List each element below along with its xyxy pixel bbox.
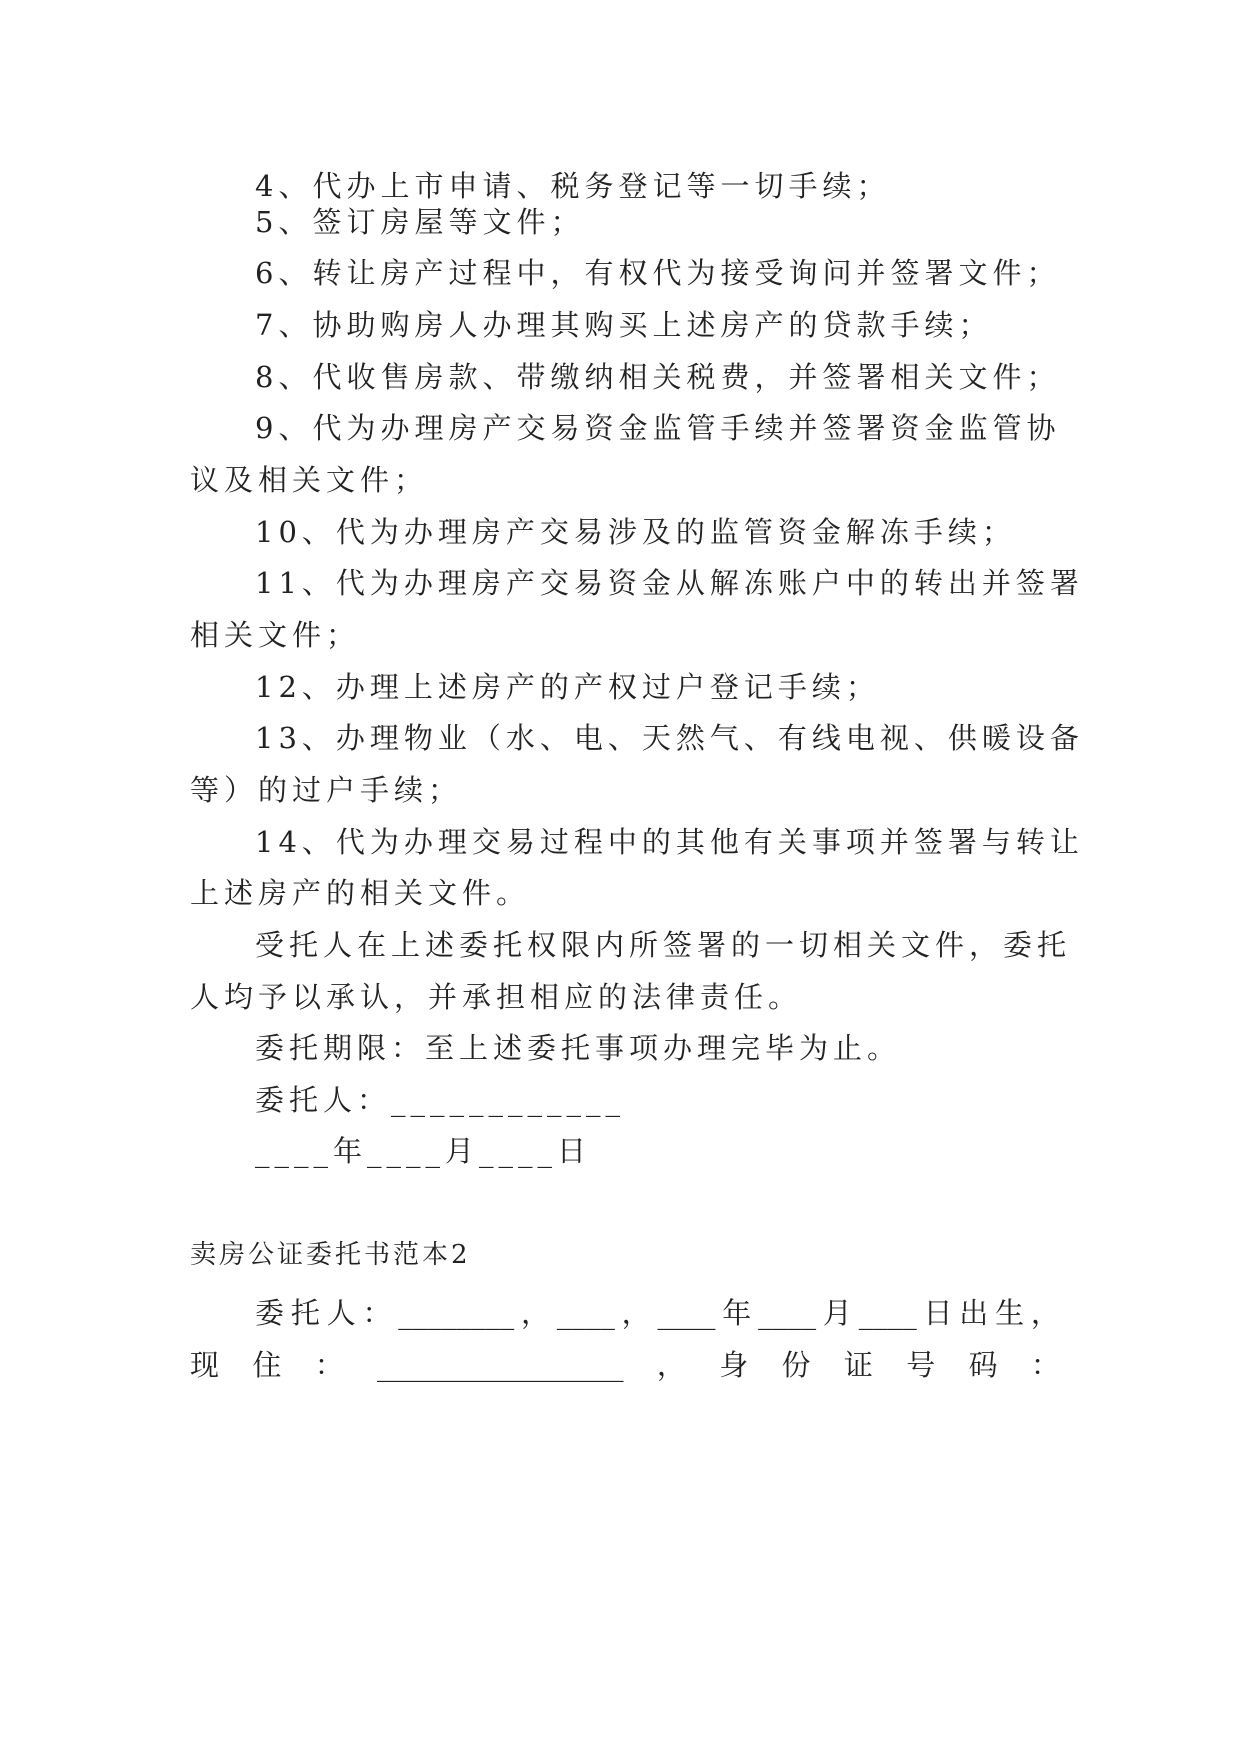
clause-12: 12、办理上述房产的产权过户登记手续；	[255, 670, 880, 704]
clause-13-line-2: 等）的过户手续；	[190, 773, 463, 807]
clause-4: 4、代办上市申请、税务登记等一切手续；	[255, 169, 891, 203]
section-2-title: 卖房公证委托书范本2	[190, 1240, 471, 1270]
section-2-principal-line: 委 托 人 ： ________ ， ____ ， ____ 年 ____ 月 ____ 日 出 生 ，	[255, 1296, 1060, 1330]
clause-5: 5、签订房屋等文件；	[255, 205, 585, 239]
entrustment-period: 委托期限：至上述委托事项办理完毕为止。	[255, 1031, 902, 1065]
acknowledgement-line-1: 受托人在上述委托权限内所签署的一切相关文件，委托	[255, 928, 1072, 962]
section-2-address-line: 现 住 ： _________________ ， 身 份 证 号 码 ：	[190, 1348, 1060, 1382]
clause-11-line-1: 11、代为办理房产交易资金从解冻账户中的转出并签署	[255, 566, 1084, 600]
clause-9-line-2: 议及相关文件；	[190, 463, 429, 497]
acknowledgement-line-2: 人均予以承认，并承担相应的法律责任。	[190, 980, 803, 1014]
clause-6: 6、转让房产过程中，有权代为接受询问并签署文件；	[255, 256, 1061, 290]
clause-14-line-1: 14、代为办理交易过程中的其他有关事项并签署与转让	[255, 825, 1084, 859]
clause-9-line-1: 9、代为办理房产交易资金监管手续并签署资金监管协	[255, 411, 1061, 445]
signature-date-line: ____年____月____日	[255, 1134, 592, 1168]
principal-signature-line: 委托人：____________	[255, 1083, 626, 1117]
clause-14-line-2: 上述房产的相关文件。	[190, 876, 531, 910]
clause-11-line-2: 相关文件；	[190, 618, 361, 652]
clause-13-line-1: 13、办理物业（水、电、天然气、有线电视、供暖设备	[255, 721, 1084, 755]
clause-10: 10、代为办理房产交易涉及的监管资金解冻手续；	[255, 515, 1016, 549]
clause-7: 7、协助购房人办理其购买上述房产的贷款手续；	[255, 308, 993, 342]
clause-8: 8、代收售房款、带缴纳相关税费，并签署相关文件；	[255, 360, 1061, 394]
